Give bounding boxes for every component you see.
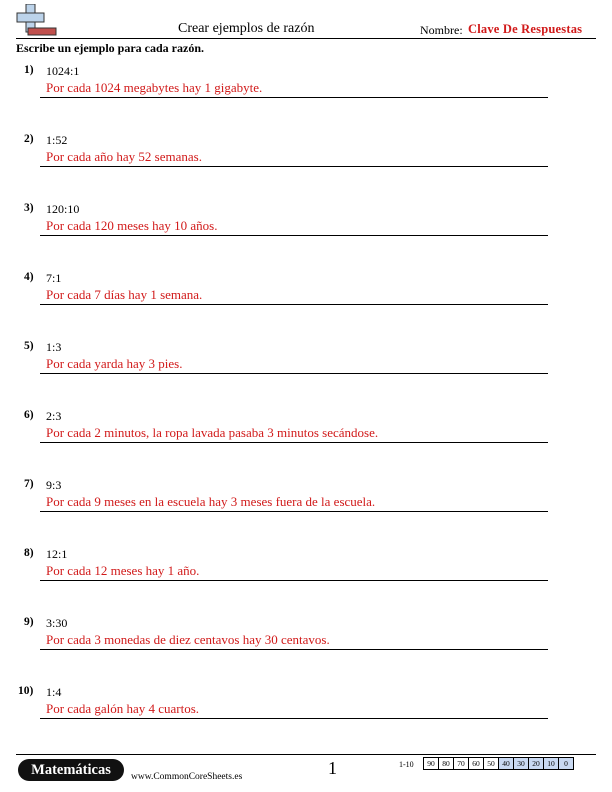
problem-9 [16,616,596,656]
problem-number: 5) [24,340,34,352]
score-cell: 30 [513,757,529,770]
problem-7 [16,478,596,518]
problem-number: 1) [24,64,34,76]
problem-ratio: 3:30 [46,616,68,630]
problem-number: 9) [24,616,34,628]
problem-number: 10) [18,685,34,697]
problem-3 [16,202,596,242]
problem-2 [16,133,596,173]
problem-answer: Por cada 7 días hay 1 semana. [46,287,203,302]
problem-number: 3) [24,202,34,214]
score-cell: 0 [558,757,574,770]
score-cell: 10 [543,757,559,770]
problem-ratio: 1:52 [46,133,68,147]
answer-line [40,373,548,374]
answer-line [40,442,548,443]
score-cell: 70 [453,757,469,770]
problem-ratio: 9:3 [46,478,62,492]
problem-answer: Por cada 120 meses hay 10 años. [46,218,218,233]
problem-answer: Por cada galón hay 4 cuartos. [46,701,200,716]
score-cell: 90 [423,757,439,770]
problem-ratio: 2:3 [46,409,62,423]
score-cell: 80 [438,757,454,770]
score-cell: 50 [483,757,499,770]
problem-ratio: 1024:1 [46,64,80,78]
score-cell: 20 [528,757,544,770]
plus-minus-logo-icon [16,4,58,36]
problem-8 [16,547,596,587]
answer-line [40,97,548,98]
score-range: 1-10 [399,760,414,769]
header-divider [16,38,596,39]
answer-line [40,649,548,650]
footer-divider [16,754,596,755]
problem-answer: Por cada año hay 52 semanas. [46,149,202,164]
problem-10 [16,685,596,725]
page-number: 1 [328,758,337,778]
page-title: Crear ejemplos de razón [178,21,315,36]
problem-ratio: 1:4 [46,685,62,699]
problem-answer: Por cada 1024 megabytes hay 1 gigabyte. [46,80,263,95]
answer-line [40,304,548,305]
problem-answer: Por cada 12 meses hay 1 año. [46,563,200,578]
problem-5 [16,340,596,380]
answer-line [40,235,548,236]
problem-ratio: 1:3 [46,340,62,354]
problem-1 [16,64,596,104]
problem-ratio: 120:10 [46,202,80,216]
score-table [424,757,574,770]
problem-answer: Por cada 3 monedas de diez centavos hay 30 centavos. [46,632,330,647]
problem-answer: Por cada yarda hay 3 pies. [46,356,183,371]
problem-ratio: 7:1 [46,271,62,285]
problem-number: 6) [24,409,34,421]
problem-4 [16,271,596,311]
instructions: Escribe un ejemplo para cada razón. [16,41,204,55]
problem-answer: Por cada 9 meses en la escuela hay 3 meses fuera de la escuela. [46,494,376,509]
problem-number: 7) [24,478,34,490]
answer-line [40,166,548,167]
problem-answer: Por cada 2 minutos, la ropa lavada pasaba 3 minutos secándose. [46,425,379,440]
answer-line [40,580,548,581]
name-label: Nombre: [420,23,463,37]
answer-line [40,511,548,512]
site-url: www.CommonCoreSheets.es [131,772,243,782]
brand-badge: Matemáticas [18,759,124,781]
answer-line [40,718,548,719]
problem-number: 8) [24,547,34,559]
problem-ratio: 12:1 [46,547,68,561]
name-value: Clave De Respuestas [468,22,583,36]
problem-number: 2) [24,133,34,145]
problem-number: 4) [24,271,34,283]
problem-6 [16,409,596,449]
score-cell: 60 [468,757,484,770]
score-cell: 40 [498,757,514,770]
